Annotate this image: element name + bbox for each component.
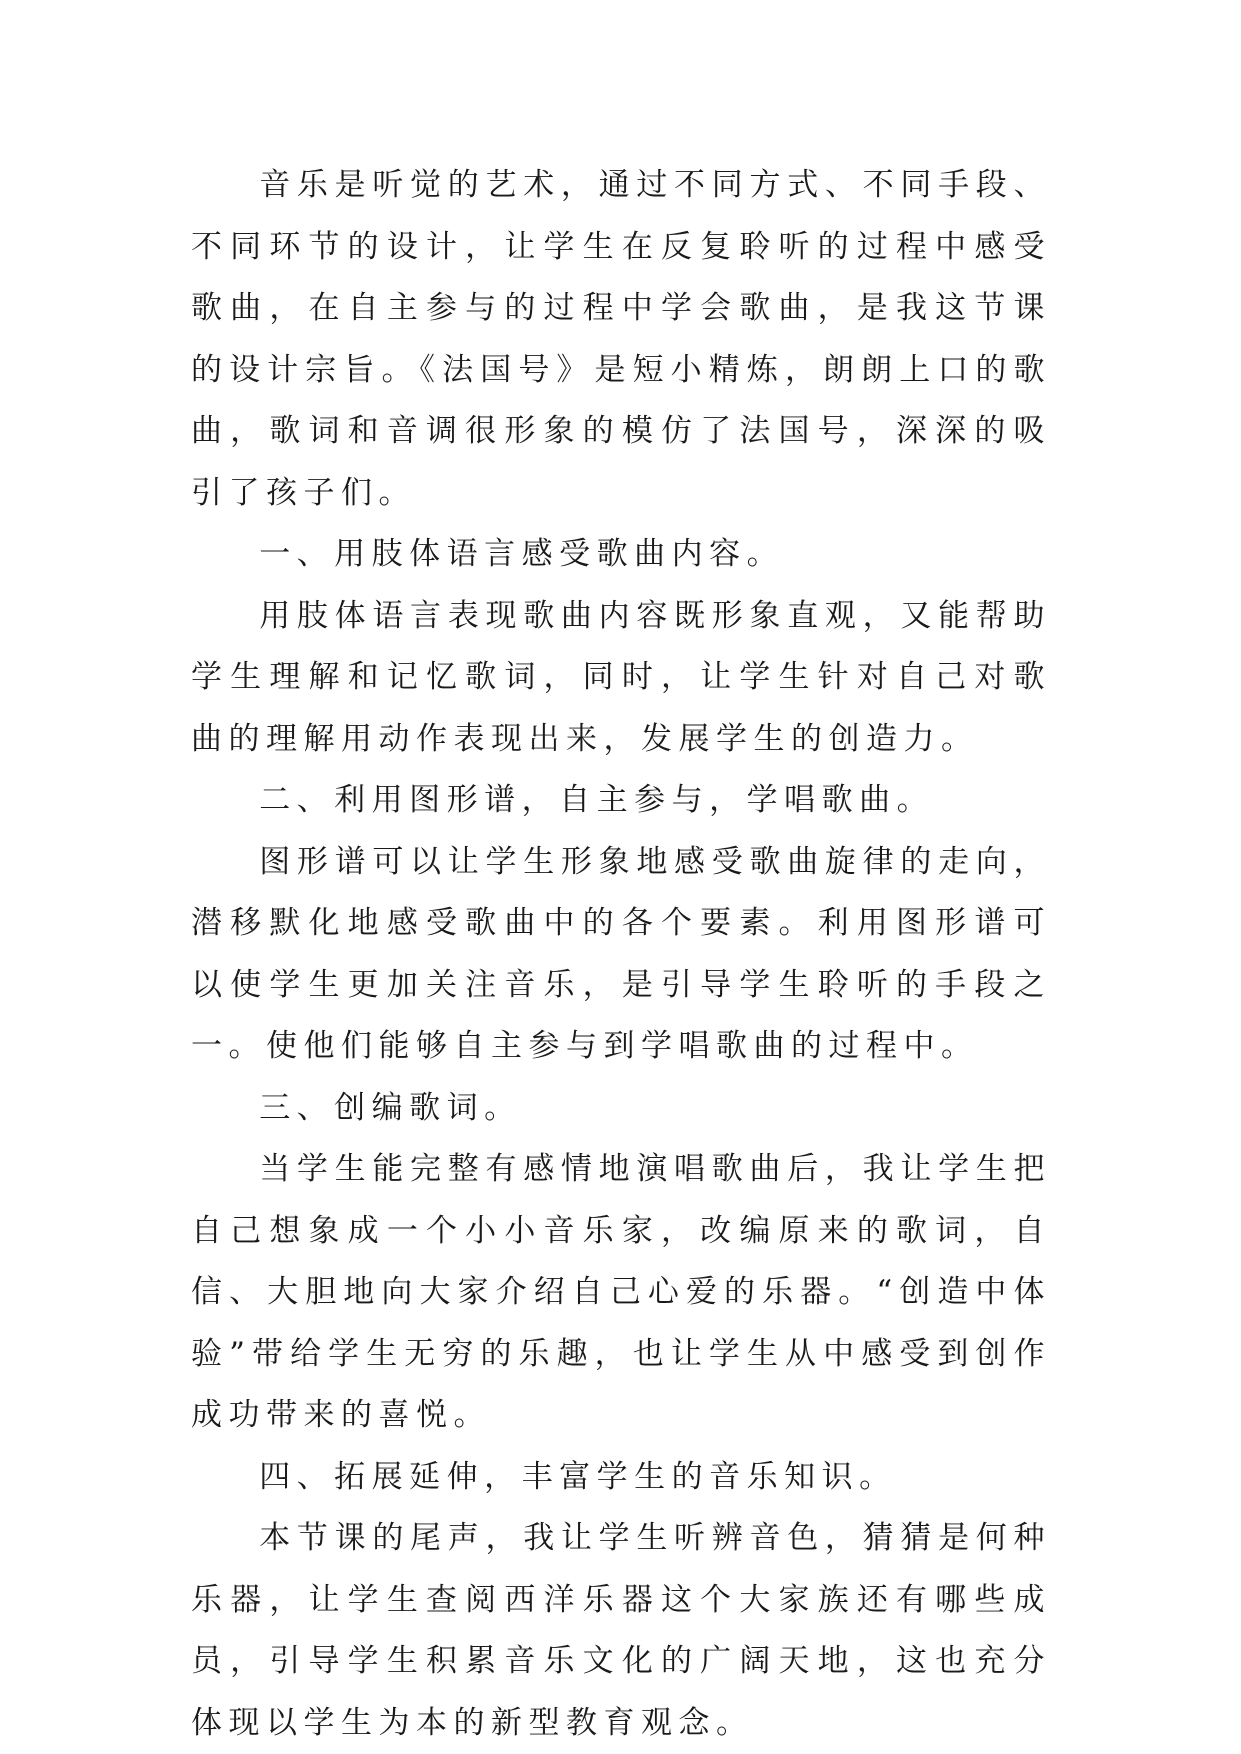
paragraph-1: 用肢体语言表现歌曲内容既形象直观，又能帮助学生理解和记忆歌词，同时，让学生针对自己对歌曲的理解用动作表现出来，发展学生的创造力。 (191, 597, 1051, 757)
section-heading-2: 二、利用图形谱，自主参与，学唱歌曲。 (259, 782, 935, 818)
paragraph-2: 图形谱可以让学生形象地感受歌曲旋律的走向，潜移默化地感受歌曲中的各个要素。利用图形谱可以使学生更加关注音乐，是引导学生聆听的手段之一。使他们能够自主参与到学唱歌曲的过程中。 (191, 843, 1051, 1064)
document-body (191, 155, 1051, 1754)
paragraph-4: 本节课的尾声，我让学生听辨音色，猜猜是何种乐器，让学生查阅西洋乐器这个大家族还有哪些成员，引导学生积累音乐文化的广阔天地，这也充分体现以学生为本的新型教育观念。 (191, 1520, 1051, 1741)
section-heading-1: 一、用肢体语言感受歌曲内容。 (259, 536, 785, 572)
paragraph-intro: 音乐是听觉的艺术，通过不同方式、不同手段、不同环节的设计，让学生在反复聆听的过程中感受歌曲，在自主参与的过程中学会歌曲，是我这节课的设计宗旨。《法国号》是短小精炼，朗朗上口的歌曲，歌词和音调很形象的模仿了法国号，深深的吸引了孩子们。 (191, 167, 1051, 511)
section-heading-3: 三、创编歌词。 (259, 1089, 522, 1126)
section-heading-4: 四、拓展延伸，丰富学生的音乐知识。 (259, 1458, 897, 1495)
paragraph-3: 当学生能完整有感情地演唱歌曲后，我让学生把自己想象成一个小小音乐家，改编原来的歌词，自信、大胆地向大家介绍自己心爱的乐器。“创造中体验”带给学生无穷的乐趣，也让学生从中感受到创作成功带来的喜悦。 (191, 1151, 1051, 1433)
